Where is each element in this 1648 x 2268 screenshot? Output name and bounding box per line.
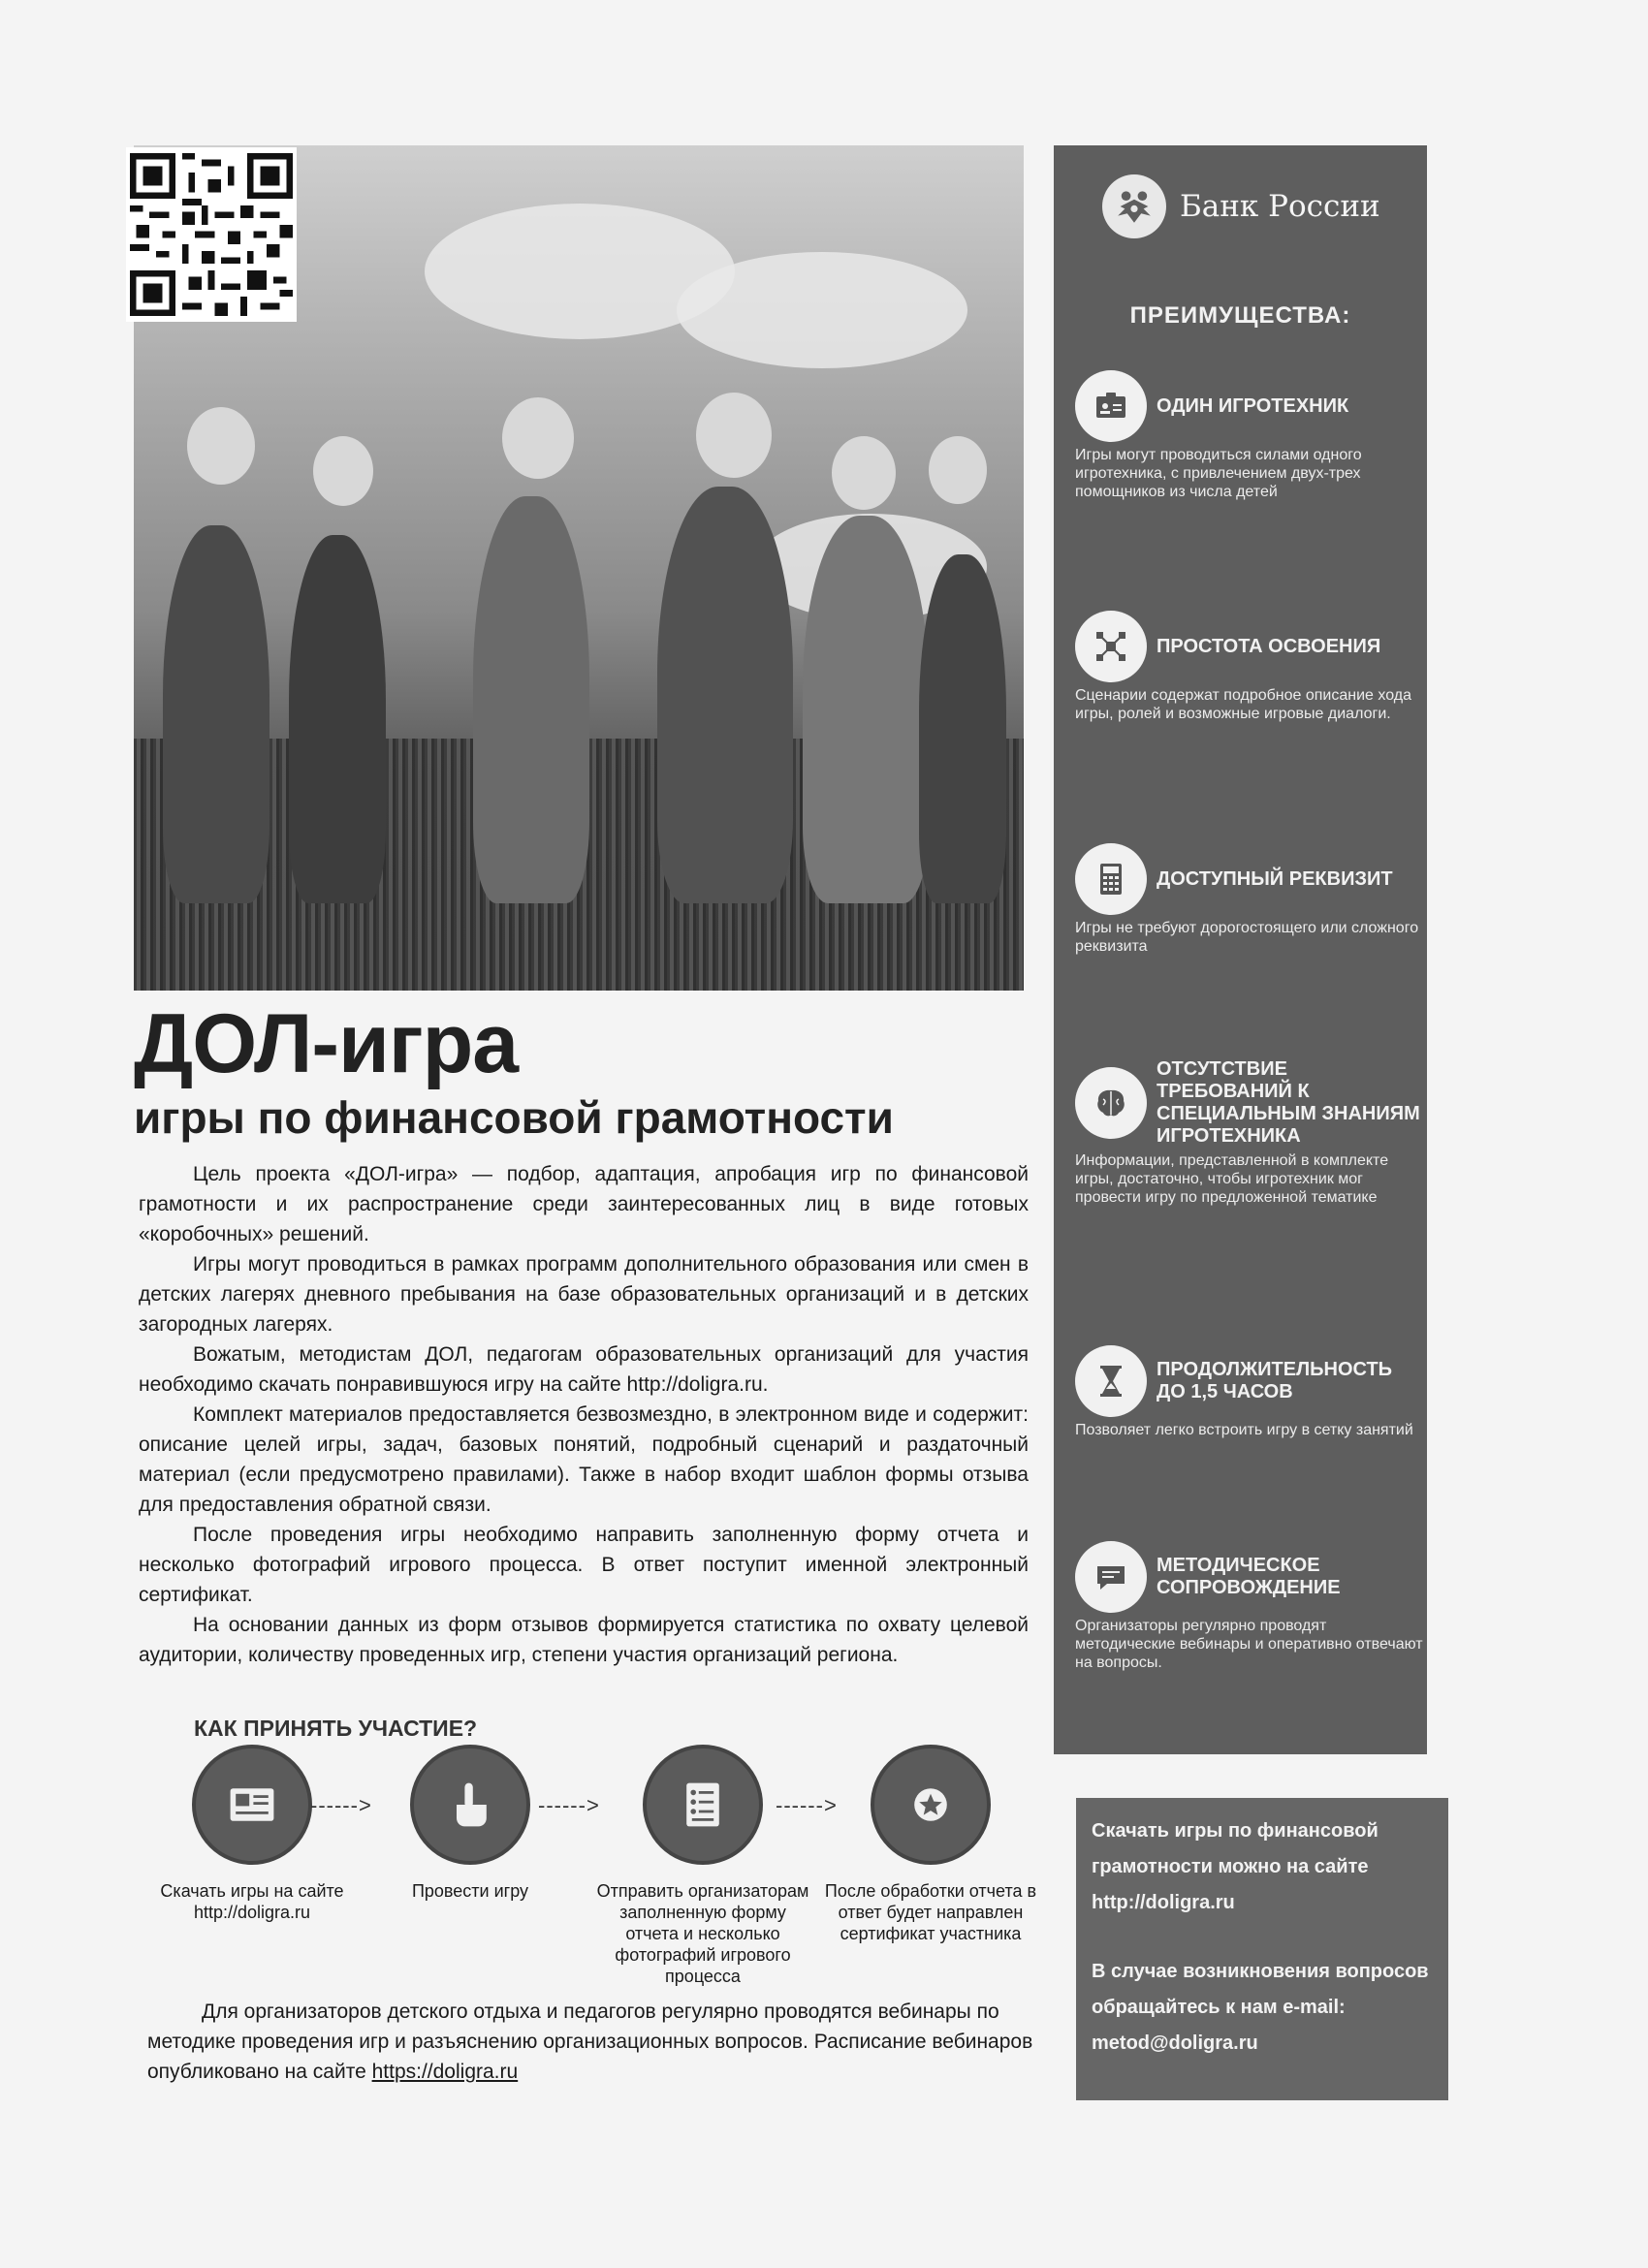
advantage-description: Организаторы регулярно проводят методические вебинары и оперативно отвечают на вопросы. — [1075, 1618, 1423, 1671]
bank-name: Банк России — [1180, 189, 1380, 224]
advantage-item — [1075, 1058, 1424, 1207]
step-caption: После обработки отчета в ответ будет направлен сертификат участника — [824, 1881, 1037, 1943]
body-paragraph: Комплект материалов предоставляется безвозмездно, в электронном виде и содержит: описание целей игры, задач, базовых понятий, подробный сценарий и раздаточный материал (если предусмотрено правилами). Также в набор входит шаблон формы отзыва для предоставления обратной связи. — [139, 1403, 1029, 1516]
brain-icon — [1075, 1067, 1147, 1139]
download-info: Скачать игры по финансовой грамотности можно на сайте http://doligra.ru — [1092, 1820, 1379, 1913]
body-paragraph: Цель проекта «ДОЛ-игра» — подбор, адаптация, апробация игр по финансовой грамотности и их распространение среди заинтересованных лиц в виде готовых «коробочных» решений. — [139, 1163, 1029, 1245]
arrow-right-icon: ------> — [776, 1793, 838, 1817]
advantages-sidebar — [1054, 145, 1427, 1754]
webinar-note — [147, 1997, 1039, 2087]
advantages-heading: ПРЕИМУЩЕСТВА: — [1129, 302, 1351, 329]
arrow-right-icon: ------> — [310, 1793, 372, 1817]
advantage-description: Игры могут проводиться силами одного игротехника, с привлечением двух-трех помощников из числа детей — [1075, 447, 1362, 500]
advantage-item — [1075, 1541, 1424, 1672]
arrow-right-icon: ------> — [538, 1793, 600, 1817]
advantage-item — [1075, 843, 1424, 956]
participation-steps — [145, 1745, 1037, 1986]
advantage-title: ОДИН ИГРОТЕХНИК — [1157, 394, 1349, 417]
body-paragraph: Игры могут проводиться в рамках программ дополнительного образования или смен в детских лагерях дневного пребывания на базе образовательных организаций и в детских загородных лагерях. — [139, 1253, 1029, 1336]
how-to-participate-heading: КАК ПРИНЯТЬ УЧАСТИЕ? — [194, 1716, 478, 1741]
advantage-title: ОТСУТСТВИЕ ТРЕБОВАНИЙ К СПЕЦИАЛЬНЫМ ЗНАНИЯМ ИГРОТЕХНИКА — [1157, 1058, 1420, 1147]
advantage-item — [1075, 611, 1424, 723]
step-certificate — [824, 1745, 1037, 1944]
body-paragraph: Вожатым, методистам ДОЛ, педагогам образовательных организаций для участия необходимо скачать понравившуюся игру на сайте http://doligra.ru. — [139, 1343, 1029, 1396]
double-eagle-emblem-icon — [1102, 174, 1166, 238]
advantage-description: Игры не требуют дорогостоящего или сложного реквизита — [1075, 920, 1419, 955]
step-download — [145, 1745, 359, 1923]
download-card-icon — [192, 1745, 312, 1865]
step-caption: Скачать игры на сайте http://doligra.ru — [160, 1881, 344, 1922]
webinar-text: Для организаторов детского отдыха и педагогов регулярно проводятся вебинары по методике проведения игр и разъяснению организационных вопросов. Расписание вебинаров опубликовано на сайте — [147, 2000, 1033, 2083]
advantage-title: ПРОСТОТА ОСВОЕНИЯ — [1157, 635, 1381, 657]
contact-box — [1076, 1798, 1448, 2100]
advantage-description: Сценарии содержат подробное описание хода игры, ролей и возможные игровые диалоги. — [1075, 687, 1411, 722]
calculator-icon — [1075, 843, 1147, 915]
page-subtitle: игры по финансовой грамотности — [134, 1092, 894, 1143]
advantage-title: ДОСТУПНЫЙ РЕКВИЗИТ — [1157, 867, 1393, 890]
certificate-star-icon — [871, 1745, 991, 1865]
step-send-report — [596, 1745, 809, 1987]
step-caption: Отправить организаторам заполненную форму отчета и несколько фотографий игрового процесса — [596, 1881, 809, 1986]
bank-logo — [1102, 174, 1380, 238]
hourglass-icon — [1075, 1345, 1147, 1417]
page-title: ДОЛ-игра — [134, 997, 519, 1090]
chat-bubble-icon — [1075, 1541, 1147, 1613]
advantage-description: Позволяет легко встроить игру в сетку занятий — [1075, 1422, 1413, 1438]
project-description — [139, 1159, 1029, 1670]
contact-info: В случае возникновения вопросов обращайтесь к нам e-mail: metod@doligra.ru — [1092, 1961, 1429, 2054]
advantage-title: МЕТОДИЧЕСКОЕ СОПРОВОЖДЕНИЕ — [1157, 1555, 1341, 1598]
step-caption: Провести игру — [411, 1881, 529, 1901]
step-conduct — [364, 1745, 577, 1902]
body-paragraph: После проведения игры необходимо направить заполненную форму отчета и несколько фотографий игрового процесса. В ответ поступит именной электронный сертификат. — [139, 1524, 1029, 1606]
pointing-hand-icon — [410, 1745, 530, 1865]
id-card-icon — [1075, 370, 1147, 442]
advantage-description: Информации, представленной в комплекте игры, достаточно, чтобы игротехник мог провести игру по предложенной тематике — [1075, 1152, 1389, 1206]
advantage-item — [1075, 370, 1424, 501]
webinar-link[interactable]: https://doligra.ru — [371, 2061, 519, 2083]
qr-code-icon[interactable] — [126, 147, 297, 322]
advantage-title: ПРОДОЛЖИТЕЛЬНОСТЬ ДО 1,5 ЧАСОВ — [1157, 1359, 1393, 1402]
advantage-item — [1075, 1345, 1424, 1439]
network-icon — [1075, 611, 1147, 682]
body-paragraph: На основании данных из форм отзывов формируется статистика по охвату целевой аудитории, количеству проведенных игр, степени участия организаций региона. — [139, 1614, 1029, 1666]
report-form-icon — [643, 1745, 763, 1865]
